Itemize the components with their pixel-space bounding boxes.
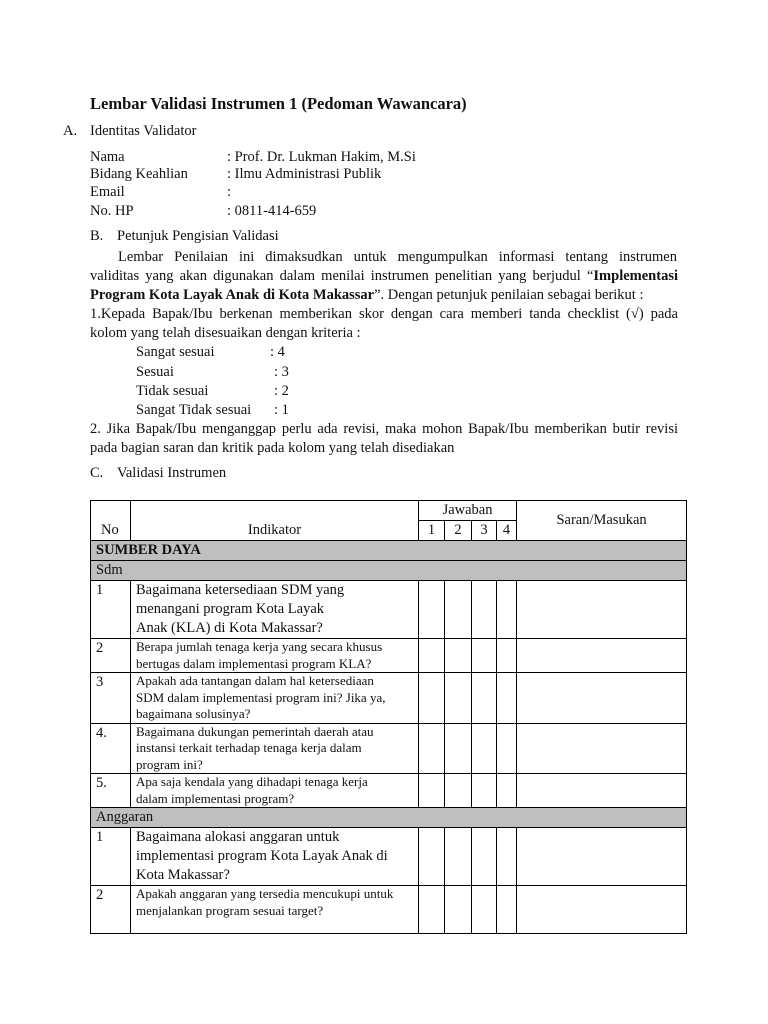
score-cell-1[interactable]: [419, 886, 445, 934]
section-a-label: Identitas Validator: [90, 123, 197, 139]
section-c-marker: C.: [90, 465, 104, 481]
group-row: [91, 561, 687, 581]
score-cell-4[interactable]: [497, 673, 517, 724]
criteria-value: : 2: [274, 383, 289, 399]
row-no: 5.: [91, 774, 131, 808]
group-row: [91, 808, 687, 828]
score-cell-2[interactable]: [445, 723, 472, 774]
score-cell-1[interactable]: [419, 774, 445, 808]
criteria-label: Tidak sesuai: [136, 383, 209, 399]
saran-cell[interactable]: [517, 581, 687, 639]
identity-label-bidang: Bidang Keahlian: [90, 166, 188, 182]
score-cell-4[interactable]: [497, 581, 517, 639]
table-row: [91, 673, 687, 724]
score-cell-3[interactable]: [472, 673, 497, 724]
score-cell-3[interactable]: [472, 886, 497, 934]
saran-cell[interactable]: [517, 673, 687, 724]
score-cell-3[interactable]: [472, 828, 497, 886]
section-c-label: Validasi Instrumen: [117, 465, 227, 481]
table-row: [91, 828, 687, 886]
row-no: 1: [91, 581, 131, 639]
score-cell-4[interactable]: [497, 639, 517, 673]
score-cell-1[interactable]: [419, 581, 445, 639]
score-cell-1[interactable]: [419, 828, 445, 886]
score-cell-4[interactable]: [497, 723, 517, 774]
header-jawaban: Jawaban: [419, 501, 517, 521]
row-indicator: Apakah ada tantangan dalam hal ketersediaan SDM dalam implementasi program ini? Jika ya, bagaimana solusinya?: [131, 673, 419, 724]
row-indicator: Apa saja kendala yang dihadapi tenaga kerja dalam implementasi program?: [131, 774, 419, 808]
score-cell-3[interactable]: [472, 581, 497, 639]
group-title-anggaran: Anggaran: [91, 808, 687, 828]
criteria-label: Sesuai: [136, 364, 174, 380]
table-row: [91, 639, 687, 673]
intro-line-2: [90, 267, 678, 286]
identity-label-hp: No. HP: [90, 203, 134, 219]
row-indicator: Berapa jumlah tenaga kerja yang secara khusus bertugas dalam implementasi program KLA?: [131, 639, 419, 673]
identity-label-email: Email: [90, 184, 125, 200]
saran-cell[interactable]: [517, 774, 687, 808]
instruction-2-line-2: pada bagian saran dan kritik pada kolom yang telah disediakan: [90, 440, 455, 456]
document-title: Lembar Validasi Instrumen 1 (Pedoman Wawancara): [90, 94, 467, 113]
section-a-marker: A.: [63, 123, 78, 139]
validation-table: [90, 500, 687, 934]
intro-line-3-text: ”. Dengan petunjuk penilaian sebagai berikut :: [374, 287, 644, 303]
identity-value-email: :: [227, 184, 232, 200]
score-cell-2[interactable]: [445, 828, 472, 886]
intro-line-2-bold: Implementasi: [593, 268, 678, 284]
identity-label-nama: Nama: [90, 149, 125, 165]
row-indicator: Bagaimana alokasi anggaran untuk implementasi program Kota Layak Anak di Kota Makassar?: [131, 828, 419, 886]
row-no: 3: [91, 673, 131, 724]
criteria-label: Sangat Tidak sesuai: [136, 402, 252, 418]
row-no: 2: [91, 639, 131, 673]
header-score-3: 3: [472, 521, 497, 541]
saran-cell[interactable]: [517, 723, 687, 774]
score-cell-4[interactable]: [497, 886, 517, 934]
score-cell-3[interactable]: [472, 639, 497, 673]
instruction-2-line-1: 2. Jika Bapak/Ibu menganggap perlu ada revisi, maka mohon Bapak/Ibu memberikan butir revisi: [90, 421, 678, 437]
header-score-2: 2: [445, 521, 472, 541]
header-no: No: [91, 501, 131, 541]
score-cell-1[interactable]: [419, 639, 445, 673]
row-indicator: Apakah anggaran yang tersedia mencukupi untuk menjalankan program sesuai target?: [131, 886, 419, 934]
table-row: [91, 886, 687, 934]
score-cell-3[interactable]: [472, 774, 497, 808]
row-no: 2: [91, 886, 131, 934]
intro-line-3-bold: Program Kota Layak Anak di Kota Makassar: [90, 287, 375, 303]
row-no: 4.: [91, 723, 131, 774]
section-b-label: Petunjuk Pengisian Validasi: [117, 228, 279, 244]
score-cell-1[interactable]: [419, 723, 445, 774]
identity-value-bidang: : Ilmu Administrasi Publik: [227, 166, 382, 182]
criteria-value: : 4: [270, 344, 285, 360]
score-cell-4[interactable]: [497, 828, 517, 886]
section-title: SUMBER DAYA: [91, 541, 687, 561]
identity-value-hp: : 0811-414-659: [227, 203, 317, 219]
score-cell-3[interactable]: [472, 723, 497, 774]
row-no: 1: [91, 828, 131, 886]
intro-line-1: Lembar Penilaian ini dimaksudkan untuk mengumpulkan informasi tentang instrumen: [118, 249, 677, 265]
identity-value-nama: : Prof. Dr. Lukman Hakim, M.Si: [227, 149, 416, 165]
instruction-1-line-1: 1.Kepada Bapak/Ibu berkenan memberikan skor dengan cara memberi tanda checklist (√) pada: [90, 306, 678, 322]
criteria-value: : 3: [274, 364, 289, 380]
intro-line-3: [90, 286, 678, 305]
row-indicator: Bagaimana ketersediaan SDM yang menangani program Kota Layak Anak (KLA) di Kota Makassar?: [131, 581, 419, 639]
score-cell-1[interactable]: [419, 673, 445, 724]
row-indicator: Bagaimana dukungan pemerintah daerah atau instansi terkait terhadap tenaga kerja dalam program ini?: [131, 723, 419, 774]
criteria-label: Sangat sesuai: [136, 344, 215, 360]
score-cell-2[interactable]: [445, 639, 472, 673]
header-score-4: 4: [497, 521, 517, 541]
section-b-marker: B.: [90, 228, 104, 244]
table-header-row: [91, 501, 687, 521]
saran-cell[interactable]: [517, 828, 687, 886]
score-cell-2[interactable]: [445, 774, 472, 808]
section-row: [91, 541, 687, 561]
header-score-1: 1: [419, 521, 445, 541]
score-cell-4[interactable]: [497, 774, 517, 808]
score-cell-2[interactable]: [445, 581, 472, 639]
intro-line-2-text: validitas yang akan digunakan dalam menilai instrumen penelitian yang berjudul “: [90, 268, 594, 284]
header-saran: Saran/Masukan: [517, 501, 687, 541]
group-title-sdm: Sdm: [91, 561, 687, 581]
score-cell-2[interactable]: [445, 673, 472, 724]
saran-cell[interactable]: [517, 639, 687, 673]
table-row: [91, 723, 687, 774]
instruction-1-line-2: kolom yang telah disesuaikan dengan kriteria :: [90, 325, 361, 341]
header-indikator: Indikator: [131, 501, 419, 541]
score-cell-2[interactable]: [445, 886, 472, 934]
table-row: [91, 774, 687, 808]
criteria-value: : 1: [274, 402, 289, 418]
table-row: [91, 581, 687, 639]
saran-cell[interactable]: [517, 886, 687, 934]
